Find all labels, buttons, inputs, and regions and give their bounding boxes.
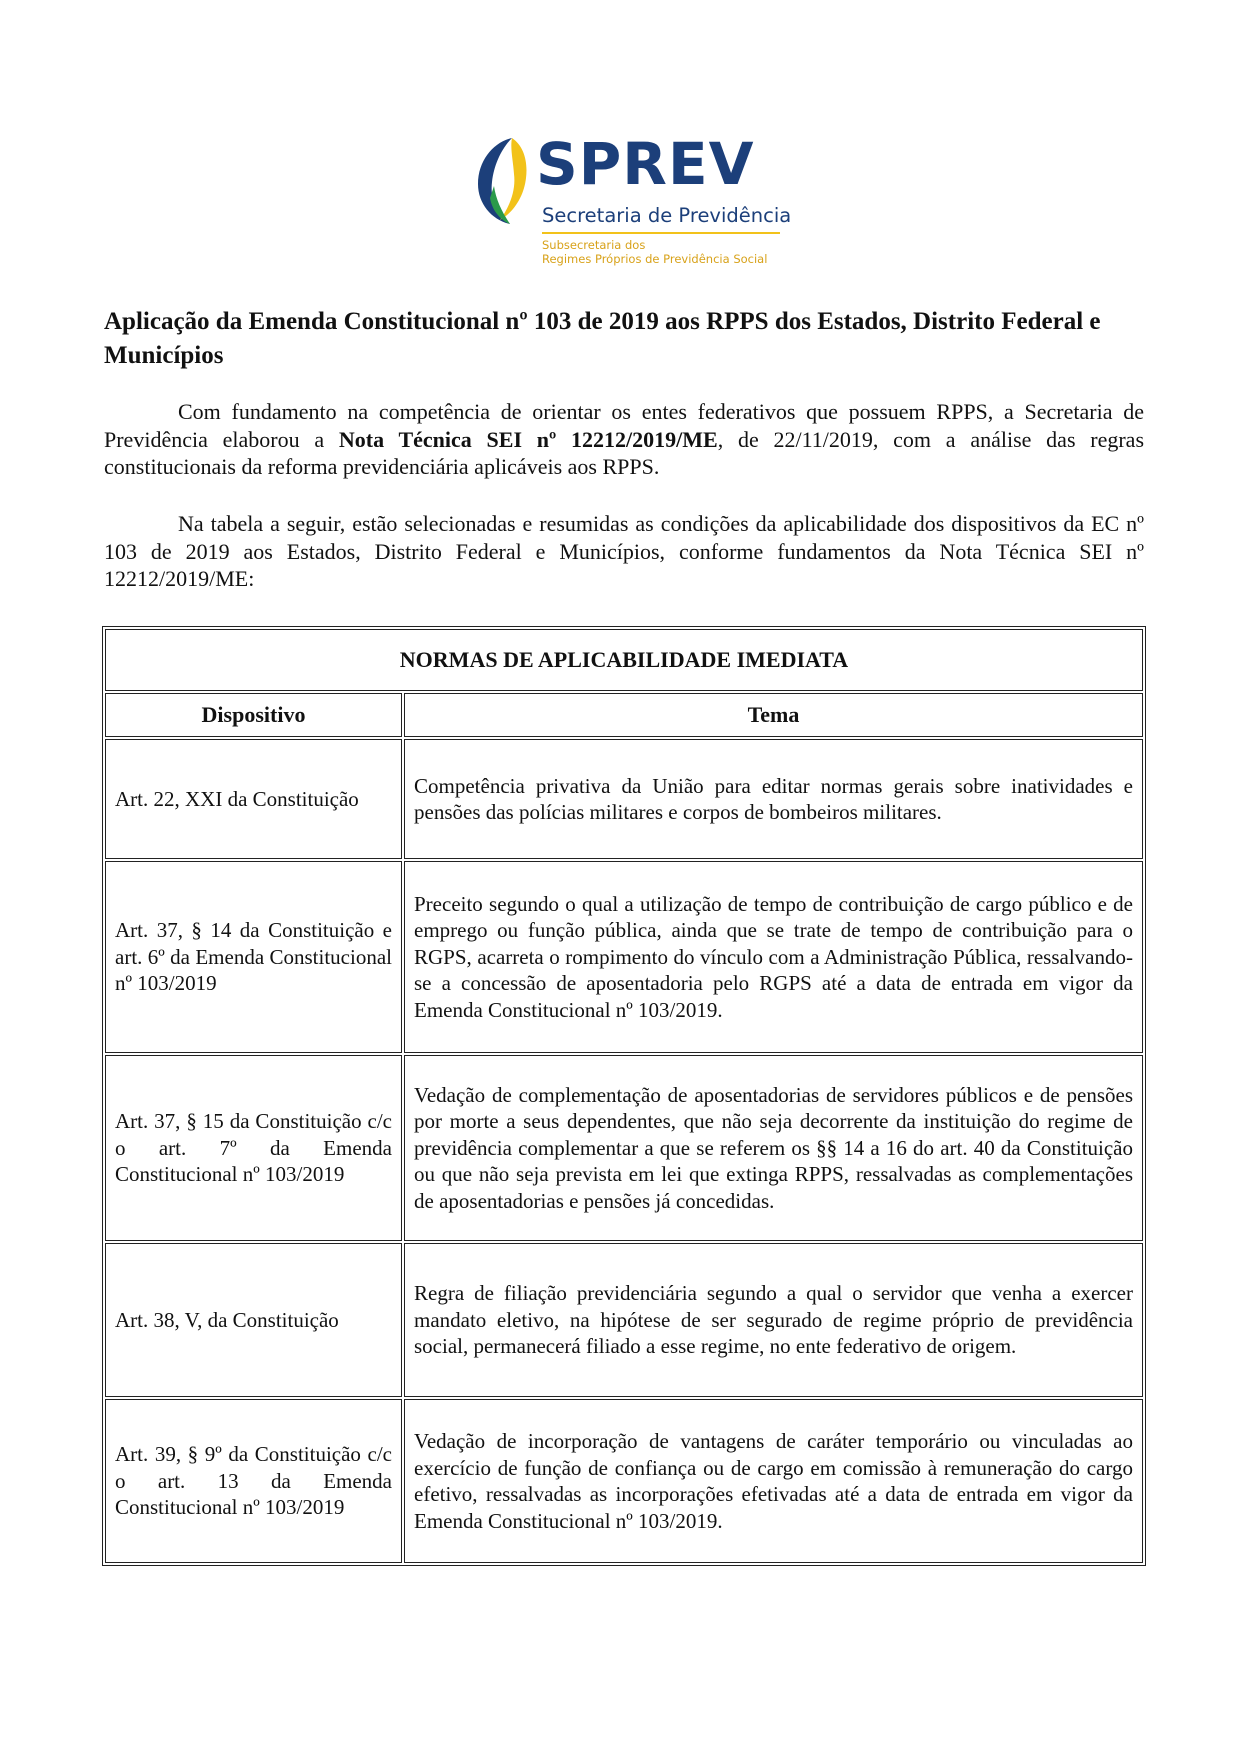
logo-subsecretaria <box>542 238 767 266</box>
column-header-tema: Tema <box>404 693 1143 737</box>
dispositivo-cell: Art. 37, § 14 da Constituição e art. 6º da Emenda Constitucional nº 103/2019 <box>105 861 402 1053</box>
nota-tecnica-reference: Nota Técnica SEI nº 12212/2019/ME <box>338 426 718 452</box>
table-row <box>105 861 1143 1053</box>
sprev-logo <box>472 130 792 270</box>
logo-subsecretaria-line2: Regimes Próprios de Previdência Social <box>542 252 768 266</box>
tema-cell: Preceito segundo o qual a utilização de tempo de contribuição de cargo público e de emprego ou função pública, ainda que se trate de tempo de contribuição para o RGPS, acarreta o rompimento do vínculo com a Administração Pública, ressalvando-se a concessão de aposentadoria pelo RGPS até a data de entrada em vigor da Emenda Constitucional nº 103/2019. <box>404 861 1143 1053</box>
dispositivo-cell: Art. 38, V, da Constituição <box>105 1243 402 1397</box>
intro-paragraph <box>104 398 1144 481</box>
table-row <box>105 739 1143 859</box>
document-title: Aplicação da Emenda Constitucional nº 103 de 2019 aos RPPS dos Estados, Distrito Federal e Municípios <box>104 308 1101 369</box>
table-row <box>105 1243 1143 1397</box>
tema-cell: Vedação de complementação de aposentadorias de servidores públicos e de pensões por morte a seus dependentes, que não seja decorrente da instituição do regime de previdência complementar a que se referem os §§ 14 a 16 do art. 40 da Constituição ou que não seja prevista em lei que extinga RPPS, ressalvadas as complementações de aposentadorias e pensões já concedidas. <box>404 1055 1143 1241</box>
logo-subtitle: Secretaria de Previdência <box>542 204 792 227</box>
table-row <box>105 1399 1143 1563</box>
tema-cell: Vedação de incorporação de vantagens de caráter temporário ou vinculadas ao exercício de função de confiança ou de cargo em comissão à remuneração do cargo efetivo, ressalvadas as incorporações efetivadas até a data de entrada em vigor da Emenda Constitucional nº 103/2019. <box>404 1399 1143 1563</box>
intro-text-end: , de 22/11/2019, com a análise das regras constitucionais da reforma previdenciária aplicáveis aos RPPS. <box>104 426 1145 479</box>
logo-wordmark: SPREV <box>536 130 755 198</box>
norms-table <box>102 626 1146 1566</box>
table-intro-paragraph: Na tabela a seguir, estão selecionadas e resumidas as condições da aplicabilidade dos dispositivos da EC nº 103 de 2019 aos Estados, Distrito Federal e Municípios, conforme fundamentos da Nota Técnica SEI nº 12212/2019/ME: <box>104 511 1144 591</box>
logo-divider <box>542 232 780 234</box>
intro-text-start: Com fundamento na competência de orientar os entes federativos que possuem RPPS, a Secretaria de Previdência elaborou a <box>104 399 1144 452</box>
dispositivo-cell: Art. 22, XXI da Constituição <box>105 739 402 859</box>
sprev-emblem-icon <box>472 136 530 226</box>
dispositivo-cell: Art. 39, § 9º da Constituição c/c o art. 13 da Emenda Constitucional nº 103/2019 <box>105 1399 402 1563</box>
tema-cell: Competência privativa da União para editar normas gerais sobre inatividades e pensões das polícias militares e corpos de bombeiros militares. <box>404 739 1143 859</box>
tema-cell: Regra de filiação previdenciária segundo a qual o servidor que venha a exercer mandato eletivo, na hipótese de ser segurado de regime próprio de previdência social, permanecerá filiado a esse regime, no ente federativo de origem. <box>404 1243 1143 1397</box>
logo-subsecretaria-line1: Subsecretaria dos <box>542 238 646 252</box>
table-heading: NORMAS DE APLICABILIDADE IMEDIATA <box>105 629 1143 691</box>
table-row <box>105 1055 1143 1241</box>
dispositivo-cell: Art. 37, § 15 da Constituição c/c o art. 7º da Emenda Constitucional nº 103/2019 <box>105 1055 402 1241</box>
column-header-dispositivo: Dispositivo <box>105 693 402 737</box>
